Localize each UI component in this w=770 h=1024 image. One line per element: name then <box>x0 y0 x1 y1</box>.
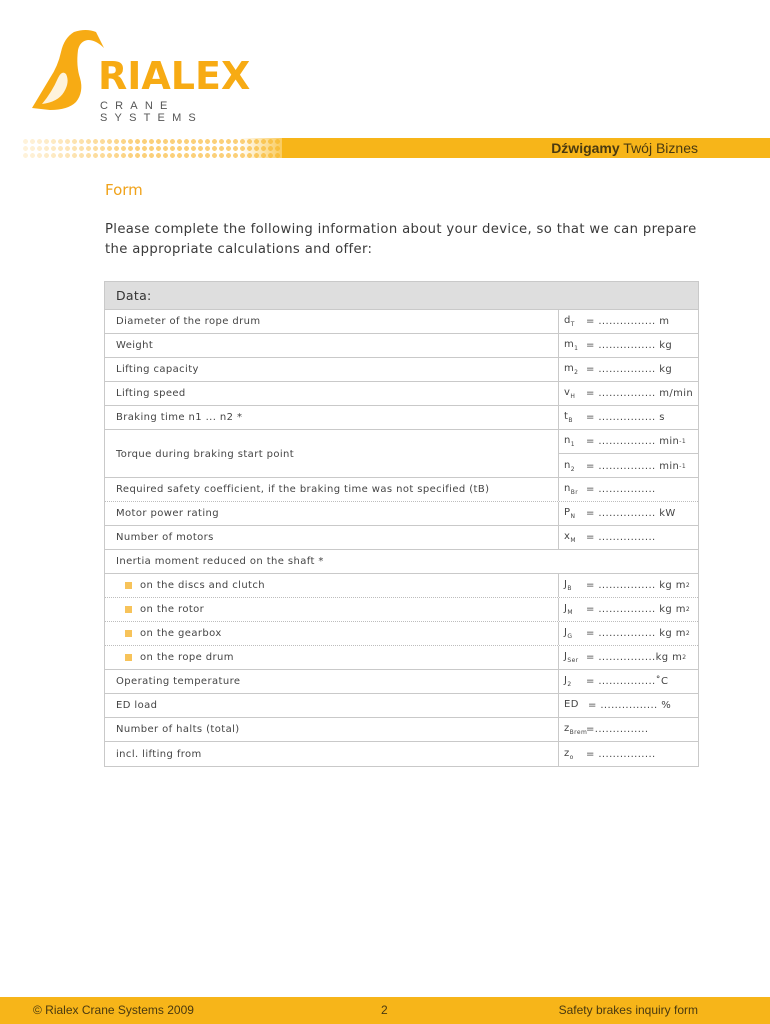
table-row: on the rope drum $J_{Ser}$ = ................kg m 2 <box>105 646 698 670</box>
table-row: incl. lifting from $z_o$ = ................ <box>105 742 698 766</box>
table-row: Inertia moment reduced on the shaft * <box>105 550 698 574</box>
table-row: on the rotor $J_M$ = ................ kg m 2 <box>105 598 698 622</box>
table-row: Torque during braking start point $n_1$ = ................ min -1 $n_2$ = ................ min -1 <box>105 430 698 478</box>
bullet-icon <box>125 654 132 661</box>
table-row: Braking time n1 ... n2 * $t_B$ = ................ s <box>105 406 698 430</box>
brand-subtitle: CRANE SYSTEMS <box>100 100 203 124</box>
table-row: on the gearbox $J_G$ = ................ kg m 2 <box>105 622 698 646</box>
bullet-icon <box>125 582 132 589</box>
logo <box>28 26 268 124</box>
slogan: Dźwigamy Twój Biznes <box>551 140 698 156</box>
table-row: Lifting capacity $m_2$ = ................ kg <box>105 358 698 382</box>
table-row: Lifting speed $v_H$ = ................ m/min <box>105 382 698 406</box>
table-row: Operating temperature $J_2$ = ................˚C <box>105 670 698 694</box>
footer-copyright: © Rialex Crane Systems 2009 <box>33 1003 194 1017</box>
table-row: Diameter of the rope drum $d_T$ = ................ m <box>105 310 698 334</box>
page-number: 2 <box>381 1003 388 1017</box>
bullet-icon <box>125 606 132 613</box>
intro-text: Please complete the following information about your device, so that we can prepare the appropriate calculations and offer: <box>105 222 697 257</box>
footer-doc-title: Safety brakes inquiry form <box>558 1003 698 1017</box>
crane-bird-icon <box>28 26 108 116</box>
data-table <box>104 281 699 767</box>
footer <box>0 997 770 1024</box>
form-title: Form <box>105 181 143 199</box>
bullet-icon <box>125 630 132 637</box>
table-row: Number of motors $x_M$ = ................ <box>105 526 698 550</box>
table-row: Required safety coefficient, if the braking time was not specified (tB) $n_{Br}$ = ................ <box>105 478 698 502</box>
table-row: Motor power rating $P_N$ = ................ kW <box>105 502 698 526</box>
table-row: Weight $m_1$ = ................ kg <box>105 334 698 358</box>
table-header: Data: <box>105 282 698 310</box>
table-row: ED load ED = ................ % <box>105 694 698 718</box>
brand-name: RIALEX <box>98 54 251 98</box>
table-row: Number of halts (total) $z_{Brem}$ =............... <box>105 718 698 742</box>
header-band <box>0 138 770 158</box>
table-row: on the discs and clutch $J_B$ = ................ kg m 2 <box>105 574 698 598</box>
